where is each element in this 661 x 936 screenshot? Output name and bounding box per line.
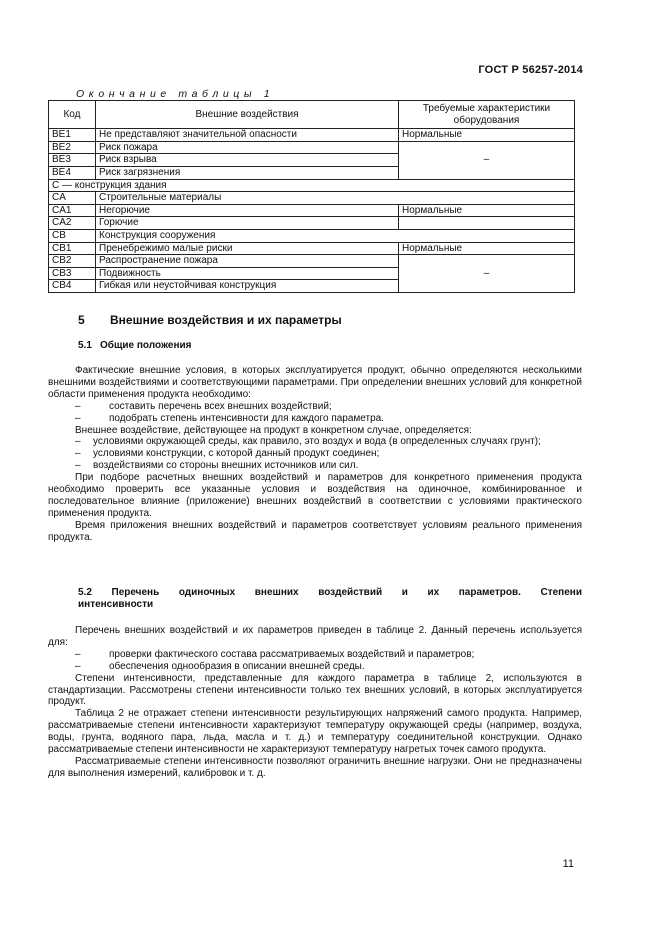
subsection-5-2-heading	[78, 587, 582, 611]
table-row	[49, 129, 575, 142]
table-row	[49, 217, 575, 230]
row-code: BE2	[49, 141, 96, 154]
header-code: Код	[49, 101, 96, 129]
row-code: CB3	[49, 267, 96, 280]
section-number: 5	[78, 313, 85, 327]
row-code: BE1	[49, 129, 96, 142]
row-code: CA1	[49, 204, 96, 217]
row-requirement	[399, 217, 575, 230]
row-requirement: Нормальные	[399, 129, 575, 142]
paragraph: Перечень внешних воздействий и их параметров приведен в таблице 2. Данный перечень используется для:	[48, 625, 582, 648]
row-impact: Риск загрязнения	[96, 166, 399, 179]
paragraph: Время приложения внешних воздействий и параметров соответствует условиям реального применения продукта.	[48, 519, 582, 543]
section-label: С — конструкция здания	[49, 179, 575, 192]
title-word: внешних	[254, 587, 299, 598]
subsection-title-line: интенсивности	[78, 599, 154, 610]
title-word: Перечень	[111, 587, 160, 598]
row-requirement: –	[399, 255, 575, 293]
page-number: 11	[562, 858, 574, 870]
table-row	[49, 255, 575, 268]
title-word: их	[427, 587, 440, 598]
row-impact: Риск пожара	[96, 141, 399, 154]
table-row	[49, 192, 575, 205]
table-row	[49, 204, 575, 217]
list-item: – подобрать степень интенсивности для каждого параметра.	[75, 412, 385, 424]
list-item: – составить перечень всех внешних воздействий;	[75, 400, 332, 412]
row-impact: Подвижность	[96, 267, 399, 280]
table-row	[49, 229, 575, 242]
subsection-5-1-heading	[78, 340, 192, 351]
row-code: BE3	[49, 154, 96, 167]
subsection-title-line	[78, 587, 582, 599]
table-header-row	[49, 101, 575, 129]
title-word: и	[401, 587, 408, 598]
table-row	[49, 141, 575, 154]
header-impact: Внешние воздействия	[96, 101, 399, 129]
row-impact: Строительные материалы	[96, 192, 575, 205]
paragraph: Рассматриваемые степени интенсивности позволяют ограничить внешние нагрузки. Они не предназначены для выполнения измерений, калибровок и т. д.	[48, 755, 582, 779]
row-code: CB2	[49, 255, 96, 268]
paragraph: Внешнее воздействие, действующее на продукт в конкретном случае, определяется:	[75, 424, 472, 436]
row-code: CB	[49, 229, 96, 242]
row-impact: Риск взрыва	[96, 154, 399, 167]
row-impact: Не представляют значительной опасности	[96, 129, 399, 142]
row-code: CB4	[49, 280, 96, 293]
list-item: – воздействиями со стороны внешних источников или сил.	[75, 460, 359, 472]
subsection-number: 5.1	[78, 340, 92, 351]
header-requirements: Требуемые характеристики оборудования	[399, 101, 575, 129]
section-title: Внешние воздействия и их параметры	[110, 313, 342, 327]
row-code: CA	[49, 192, 96, 205]
table-caption: Окончание таблицы 1	[76, 88, 275, 100]
title-word: параметров.	[458, 587, 521, 598]
table-section-row	[49, 179, 575, 192]
list-item: – условиями конструкции, с которой данный продукт соединен;	[75, 448, 380, 460]
standard-code: ГОСТ Р 56257-2014	[478, 64, 583, 76]
row-impact: Конструкция сооружения	[96, 229, 575, 242]
row-requirement: Нормальные	[399, 204, 575, 217]
row-requirement: –	[399, 141, 575, 179]
subsection-number: 5.2	[78, 587, 92, 598]
title-word: Степени	[540, 587, 582, 598]
row-requirement: Нормальные	[399, 242, 575, 255]
section-5-1-body	[48, 365, 582, 544]
row-impact: Гибкая или неустойчивая конструкция	[96, 280, 399, 293]
title-word: одиночных	[178, 587, 236, 598]
title-word: воздействий	[318, 587, 383, 598]
row-impact: Негорючие	[96, 204, 399, 217]
row-impact: Пренебрежимо малые риски	[96, 242, 399, 255]
row-impact: Распространение пожара	[96, 255, 399, 268]
table-row	[49, 242, 575, 255]
list-item: – обеспечения однообразия в описании внешней среды.	[75, 660, 365, 672]
row-code: BE4	[49, 166, 96, 179]
paragraph: Фактические внешние условия, в которых эксплуатируется продукт, обычно определяются несколькими внешними воздействиями и соответствующими параметрами. При определении внешних условий для конкретной области применения продукта необходимо:	[48, 365, 582, 400]
paragraph: При подборе расчетных внешних воздействий и параметров для конкретного применения продукта необходимо проверить все указанные условия и воздействия на одиночное, комбинированное и последовательное влияние (приложение) внешних воздействий в соответствии с условиями практического применения продукта.	[48, 472, 582, 519]
external-impacts-table	[48, 100, 575, 293]
list-item: – проверки фактического состава рассматриваемых воздействий и параметров;	[75, 648, 475, 660]
list-item: – условиями окружающей среды, как правило, это воздух и вода (в определенных случаях грунт);	[75, 436, 541, 448]
section-5-heading	[78, 313, 342, 327]
paragraph: Таблица 2 не отражает степени интенсивности результирующих напряжений самого продукта. Например, рассматриваемые степени интенсивности характеризуют температуру окружающей среды (например, воздуха, воды, грунта, водяного пара, льда, масла и т. д.) и температуру соединительной конструкции. Однако рассматриваемые степени интенсивности не характеризуют температуру нагретых точек самого продукта.	[48, 708, 582, 756]
row-code: CB1	[49, 242, 96, 255]
row-impact: Горючие	[96, 217, 399, 230]
row-code: CA2	[49, 217, 96, 230]
section-5-2-body	[48, 625, 582, 780]
subsection-title: Общие положения	[100, 340, 192, 351]
paragraph: Степени интенсивности, представленные для каждого параметра в таблице 2, используются в стандартизации. Рассмотрены степени интенсивности только тех внешних условий, в которых эксплуатируется продукт.	[48, 672, 582, 708]
